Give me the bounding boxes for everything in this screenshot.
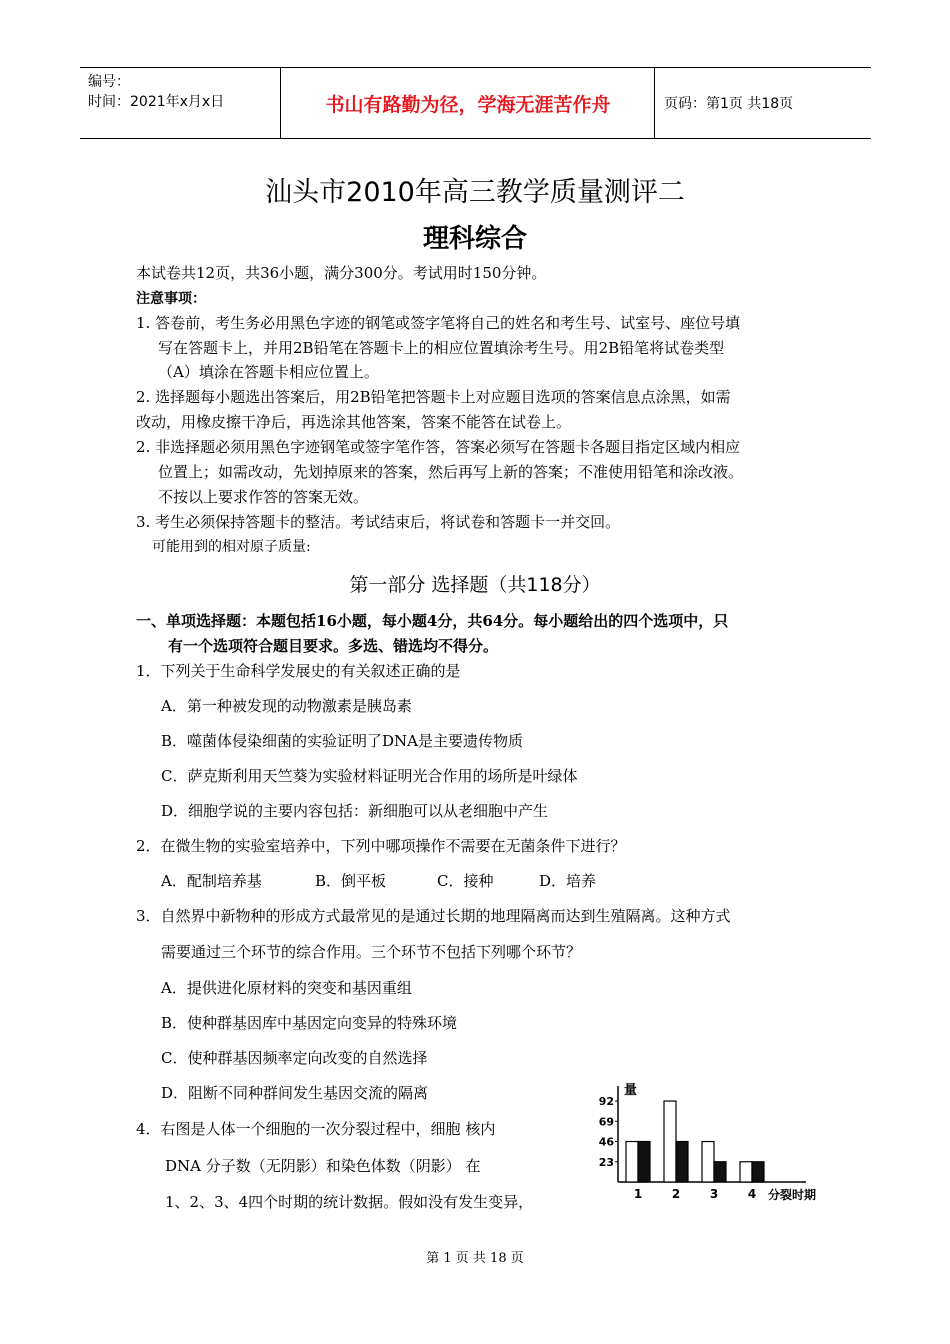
q3-option-d: D．阻断不同种群间发生基因交流的隔离 (161, 1084, 429, 1102)
y-tick-label: 46 (598, 1135, 614, 1149)
notice-line: 位置上；如需改动，先划掉原来的答案，然后再写上新的答案；不准使用铅笔和涂改液。 (158, 463, 744, 481)
dna-bar (626, 1142, 638, 1182)
q4-line3: 1、2、3、4四个时期的统计数据。假如没有发生变异， (165, 1193, 534, 1211)
x-tick-label: 3 (709, 1187, 719, 1201)
header-left (88, 72, 224, 112)
part1-title: 第一部分 选择题（共118分） (349, 574, 601, 596)
header-table (80, 67, 871, 139)
division-bar-chart (580, 1078, 820, 1210)
q1-option-d: D．细胞学说的主要内容包括：新细胞可以从老细胞中产生 (161, 802, 549, 820)
notice-line: 不按以上要求作答的答案无效。 (158, 488, 369, 506)
y-axis-label: 量 (624, 1083, 638, 1098)
q2-option-c: C．接种 (437, 872, 494, 890)
x-tick-label: 2 (671, 1187, 681, 1201)
section1-line2: 有一个选项符合题目要求。多选、错选均不得分。 (168, 637, 499, 655)
notice-line: 2. 非选择题必须用黑色字迹钢笔或签字笔作答，答案必须写在答题卡各题目指定区域内相应 (136, 438, 741, 456)
q4-line2: DNA 分子数（无阴影）和染色体数（阴影） 在 (165, 1157, 481, 1175)
q2-option-a: A．配制培养基 (161, 872, 262, 890)
q1-option-a: A．第一种被发现的动物激素是胰岛素 (161, 697, 412, 715)
motto: 书山有路勤为径，学海无涯苦作舟 (325, 94, 611, 116)
q1-stem: 1．下列关于生命科学发展史的有关叙述正确的是 (136, 662, 461, 680)
section1-line1: 一、单项选择题：本题包括16小题，每小题4分，共64分。每小题给出的四个选项中，只 (136, 612, 729, 630)
q4-line1: 4．右图是人体一个细胞的一次分裂过程中，细胞 核内 (136, 1120, 496, 1138)
chromosome-bar (676, 1142, 688, 1182)
notice-line: 3. 考生必须保持答题卡的整洁。考试结束后，将试卷和答题卡一并交回。 (136, 513, 621, 531)
page-info: 页码：第1页 共18页 (664, 96, 794, 112)
notice-line: 1. 答卷前，考生务必用黑色字迹的钢笔或签字笔将自己的姓名和考生号、试室号、座位号填 (136, 314, 741, 332)
chromosome-bar (752, 1162, 764, 1182)
dna-bar (740, 1162, 752, 1182)
x-tick-label: 4 (747, 1187, 757, 1201)
dna-bar (702, 1142, 714, 1182)
intro-text: 本试卷共12页，共36小题，满分300分。考试用时150分钟。 (136, 264, 547, 282)
q1-option-b: B．噬菌体侵染细菌的实验证明了DNA是主要遗传物质 (161, 732, 524, 750)
y-tick-label: 69 (598, 1115, 614, 1129)
q2-option-d: D．培养 (539, 872, 597, 890)
q2-option-b: B．倒平板 (315, 872, 387, 890)
chromosome-bar (714, 1162, 726, 1182)
chromosome-bar (638, 1142, 650, 1182)
q3-stem-cont: 需要通过三个环节的综合作用。三个环节不包括下列哪个环节？ (161, 943, 582, 961)
dna-bar (664, 1101, 676, 1182)
header-divider (654, 68, 655, 138)
notice-line: 写在答题卡上，并用2B铅笔在答题卡上的相应位置填涂考生号。用2B铅笔将试卷类型 (158, 339, 725, 357)
q1-option-c: C．萨克斯利用天竺葵为实验材料证明光合作用的场所是叶绿体 (161, 767, 578, 785)
x-axis-label: 分裂时期 (768, 1188, 817, 1202)
date-label: 时间：2021年x月x日 (88, 94, 225, 110)
x-tick-label: 1 (633, 1187, 643, 1201)
q3-option-c: C．使种群基因频率定向改变的自然选择 (161, 1049, 428, 1067)
code-label: 编号： (88, 74, 130, 90)
notice-line: （A）填涂在答题卡相应位置上。 (158, 363, 379, 381)
notice-line: 改动，用橡皮擦干净后，再选涂其他答案，答案不能答在试卷上。 (136, 413, 572, 431)
q3-option-b: B．使种群基因库中基因定向变异的特殊环境 (161, 1014, 458, 1032)
y-tick-label: 23 (598, 1155, 614, 1169)
notice-line: 可能用到的相对原子质量: (152, 539, 311, 555)
q3-stem: 3．自然界中新物种的形成方式最常见的是通过长期的地理隔离而达到生殖隔离。这种方式 (136, 907, 731, 925)
exam-title: 汕头市2010年高三教学质量测评二 (265, 177, 685, 208)
notice-line: 2. 选择题每小题选出答案后，用2B铅笔把答题卡上对应题目选项的答案信息点涂黑，如需 (136, 388, 731, 406)
exam-subtitle: 理科综合 (422, 224, 527, 254)
q2-stem: 2．在微生物的实验室培养中，下列中哪项操作不需要在无菌条件下进行？ (136, 837, 626, 855)
header-divider (280, 68, 281, 138)
page-footer: 第 1 页 共 18 页 (426, 1251, 524, 1266)
y-tick-label: 92 (598, 1095, 614, 1109)
notice-heading: 注意事项： (136, 291, 206, 307)
q3-option-a: A．提供进化原材料的突变和基因重组 (161, 979, 412, 997)
